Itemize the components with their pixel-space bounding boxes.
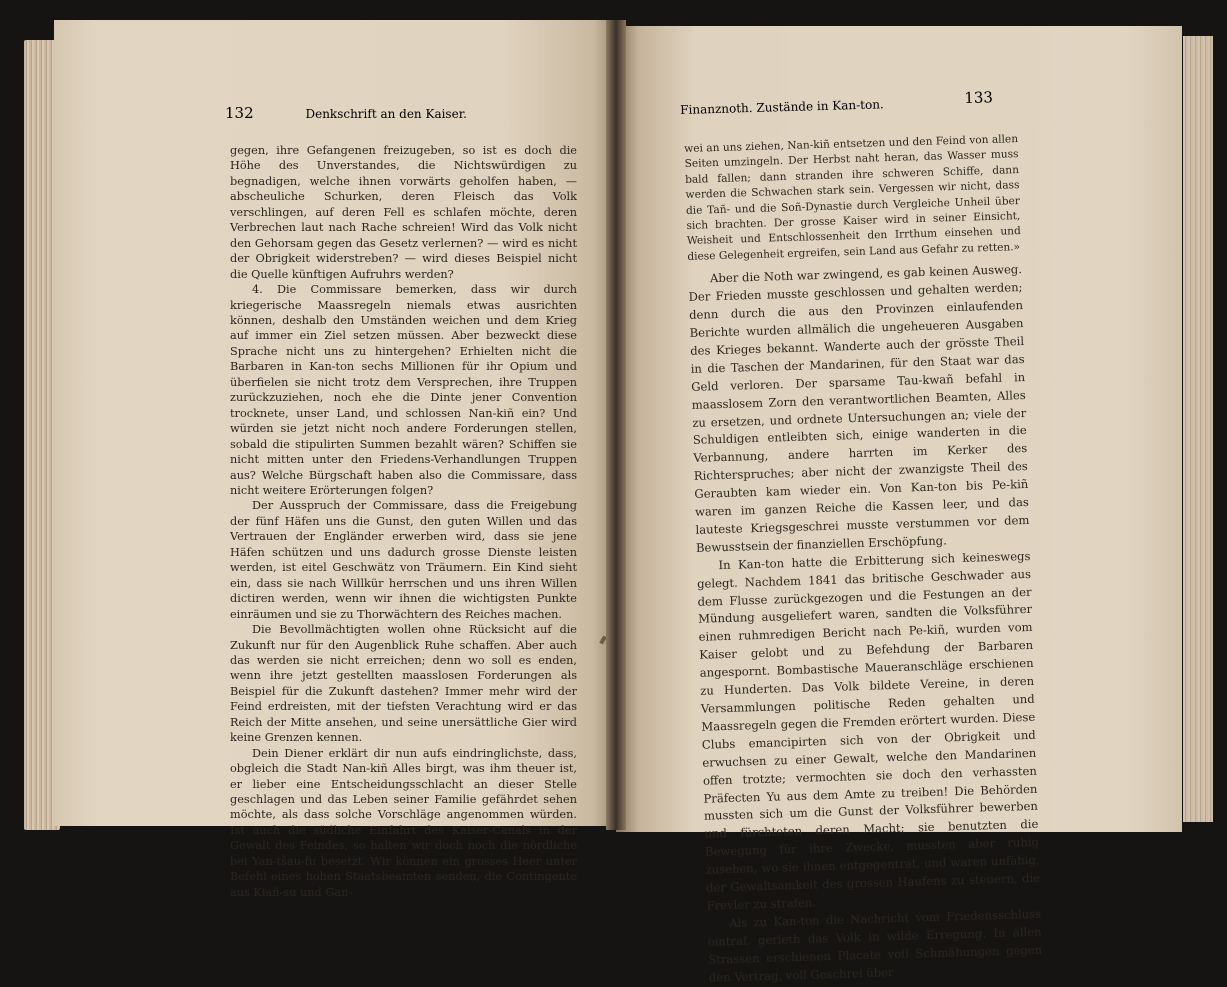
book-gutter xyxy=(606,20,626,830)
right-page-number: 133 xyxy=(964,88,994,108)
right-text-column xyxy=(684,132,1043,987)
left-text-column xyxy=(230,143,577,900)
left-paragraph-4: Die Bevollmächtigten wollen ohne Rücksicht auf die Zukunft nur für den Augenblick Ruhe schaffen. Aber auch das werden sie nicht erreichen; denn wo soll es enden, wenn ihre jetzt gestellten maasslosen Forderungen als Beispiel für die Zukunft dastehen? Immer mehr wird der Feind erdreisten, mit der tiefsten Verachtung wird er das Reich der Mitte ansehen, und seine unersättliche Gier wird keine Grenzen kennen. xyxy=(230,623,577,745)
right-paragraph-1: Aber die Noth war zwingend, es gab keinen Ausweg. Der Frieden musste geschlossen und gehalten werden; denn durch die aus den Provinzen einlaufenden Berichte wurden allmälich die ungeheueren Ausgaben des Krieges bekannt. Wanderte auch der grösste Theil in die Taschen der Mandarinen, für den Staat war das Geld verloren. Der sparsame Tau-kwañ befahl in maasslosem Zorn den verantwortlichen Beamten, Alles zu ersetzen, und ordnete Untersuchungen an; viele der Schuldigen entleibten sich, einige wanderten in die Verbannung, andere harrten im Kerker des Richterspruches; aber nicht der zwanzigste Theil des Geraubten kam wieder ein. Von Kan-ton bis Pe-kiñ waren im ganzen Reiche die Kassen leer, und das lauteste Kriegsgeschrei musste verstummen vor dem Bewusstsein der finanziellen Erschöpfung. xyxy=(688,262,1030,555)
right-page-edges xyxy=(1183,36,1213,822)
left-paragraph-2: 4. Die Commissare bemerken, dass wir durch kriegerische Maassregeln niemals etwas ausrichten können, deshalb den Umständen weichen und dem Krieg auf immer ein Ziel setzen müssen. Aber bezweckt diese Sprache nicht uns zu hintergehen? Erhielten nicht die Barbaren in Kan-ton sechs Millionen für ihr Opium und überfielen sie nicht trotz dem Versprechen, ihre Truppen zurückzuziehen, noch ehe die Dinte jener Convention trocknete, unser Land, und schlossen Nan-kiñ ein? Und würden sie jetzt nicht noch andere Forderungen stellen, sobald die stipulirten Summen bezahlt wären? Schiffen sie nicht mitten unter den Friedens-Verhandlungen Truppen aus? Welche Bürgschaft haben also die Commissare, dass nicht weitere Erörterungen folgen? xyxy=(230,283,577,497)
left-paragraph-1: gegen, ihre Gefangenen freizugeben, so ist es doch die Höhe des Unverstandes, die Nichtswürdigen zu begnadigen, welche ihnen vorwärts geholfen haben, — abscheuliche Schurken, deren Fleisch das Volk verschlingen, auf deren Fell es schlafen möchte, deren Verbrechen laut nach Rache schreien! Wird das Volk nicht den Gehorsam gegen das Gesetz verlernen? — wird es nicht der Obrigkeit widerstreben? — wird dieses Beispiel nicht die Quelle künftigen Aufruhrs werden? xyxy=(230,144,577,281)
left-head-title: Denkschrift an den Kaiser. xyxy=(305,107,467,121)
right-head-title: Finanznoth. Zustände in Kan-ton. xyxy=(680,97,884,117)
right-paragraph-2: In Kan-ton hatte die Erbitterung sich keineswegs gelegt. Nachdem 1841 das britische Geschwader aus dem Flusse zurückgezogen und die Festungen an der Mündung ausgeliefert waren, sandten die Volksführer einen ruhmredigen Bericht nach Pe-kiñ, wurden vom Kaiser gelobt und zu Befehdung der Barbaren angespornt. Bombastische Maueranschläge erschienen zu Hunderten. Das Volk bildete Vereine, in deren Versammlungen politische Reden gehalten und Maassregeln gegen die Fremden erörtert wurden. Diese Clubs emancipirten sich von der Obrigkeit und erwuchsen zu einer Gewalt, welche den Mandarinen offen trotzte; vermochten sie doch den verhassten Präfecten Yu aus dem Amte zu treiben! Die Behörden mussten sich um die Gunst der Volksführer bewerben und fürchteten deren Macht; sie benutzten die Bewegung für ihre Zwecke, mussten aber ruhig zusehen, wo sie ihnen entgegentrat, und waren unfähig, der Gewaltsamkeit des grossen Haufens zu steuern, die Frevler zu strafen. xyxy=(696,548,1041,913)
left-paragraph-5: Dein Diener erklärt dir nun aufs eindringlichste, dass, obgleich die Stadt Nan-kiñ Alles birgt, was ihm theuer ist, er lieber eine Entscheidungsschlacht an dieser Stelle geschlagen und das Leben seiner Familie gefährdet sehen möchte, als dass solche Vorschläge angenommen würden. Ist auch die südliche Einfahrt des Kaiser-Canals in der Gewalt des Feindes, so halten wir doch noch die nördliche bei Yan-tšau-fu besetzt. Wir können ein grosses Heer unter Befehl eines hohen Staatsbeamten senden, die Contingente aus Kiañ-su und Gan- xyxy=(230,746,577,899)
left-page-number: 132 xyxy=(225,104,254,122)
left-paragraph-3: Der Ausspruch der Commissare, dass die Freigebung der fünf Häfen uns die Gunst, den guten Willen und das Vertrauen der Engländer erwerben wird, dass sie jene Häfen schützen und uns dadurch grosse Dienste leisten werden, ist eitel Geschwätz von Träumern. Ein Kind sieht ein, dass sie nach Willkür herrschen und uns ihren Willen dictiren werden, wenn wir ihnen die wichtigsten Punkte einräumen und sie zu Thorwächtern des Reiches machen. xyxy=(230,499,577,621)
right-paragraph-3: Als zu Kan-ton die Nachricht vom Friedensschluss eintraf, gerieth das Volk in wilde Erregung. In allen Strassen erschienen Placate voll Schmähungen gegen den Vertrag, voll Geschrei über xyxy=(707,906,1043,985)
left-running-head xyxy=(225,104,467,122)
right-quote-end: wei an uns ziehen, Nan-kiñ entsetzen und den Feind von allen Seiten umzingeln. Der Herbst naht heran, das Wasser muss bald fallen; dann stranden ihre schweren Schiffe, dann werden die Schwachen stark sein. Vergessen wir nicht, dass die Tañ- und die Soñ-Dynastie durch Vergleiche Unheil über sich brachten. Der grosse Kaiser wird in seiner Einsicht, Weisheit und Entschlossenheit den Irrthum einsehen und diese Gelegenheit ergreifen, sein Land aus Gefahr zu retten.» xyxy=(684,133,1021,263)
